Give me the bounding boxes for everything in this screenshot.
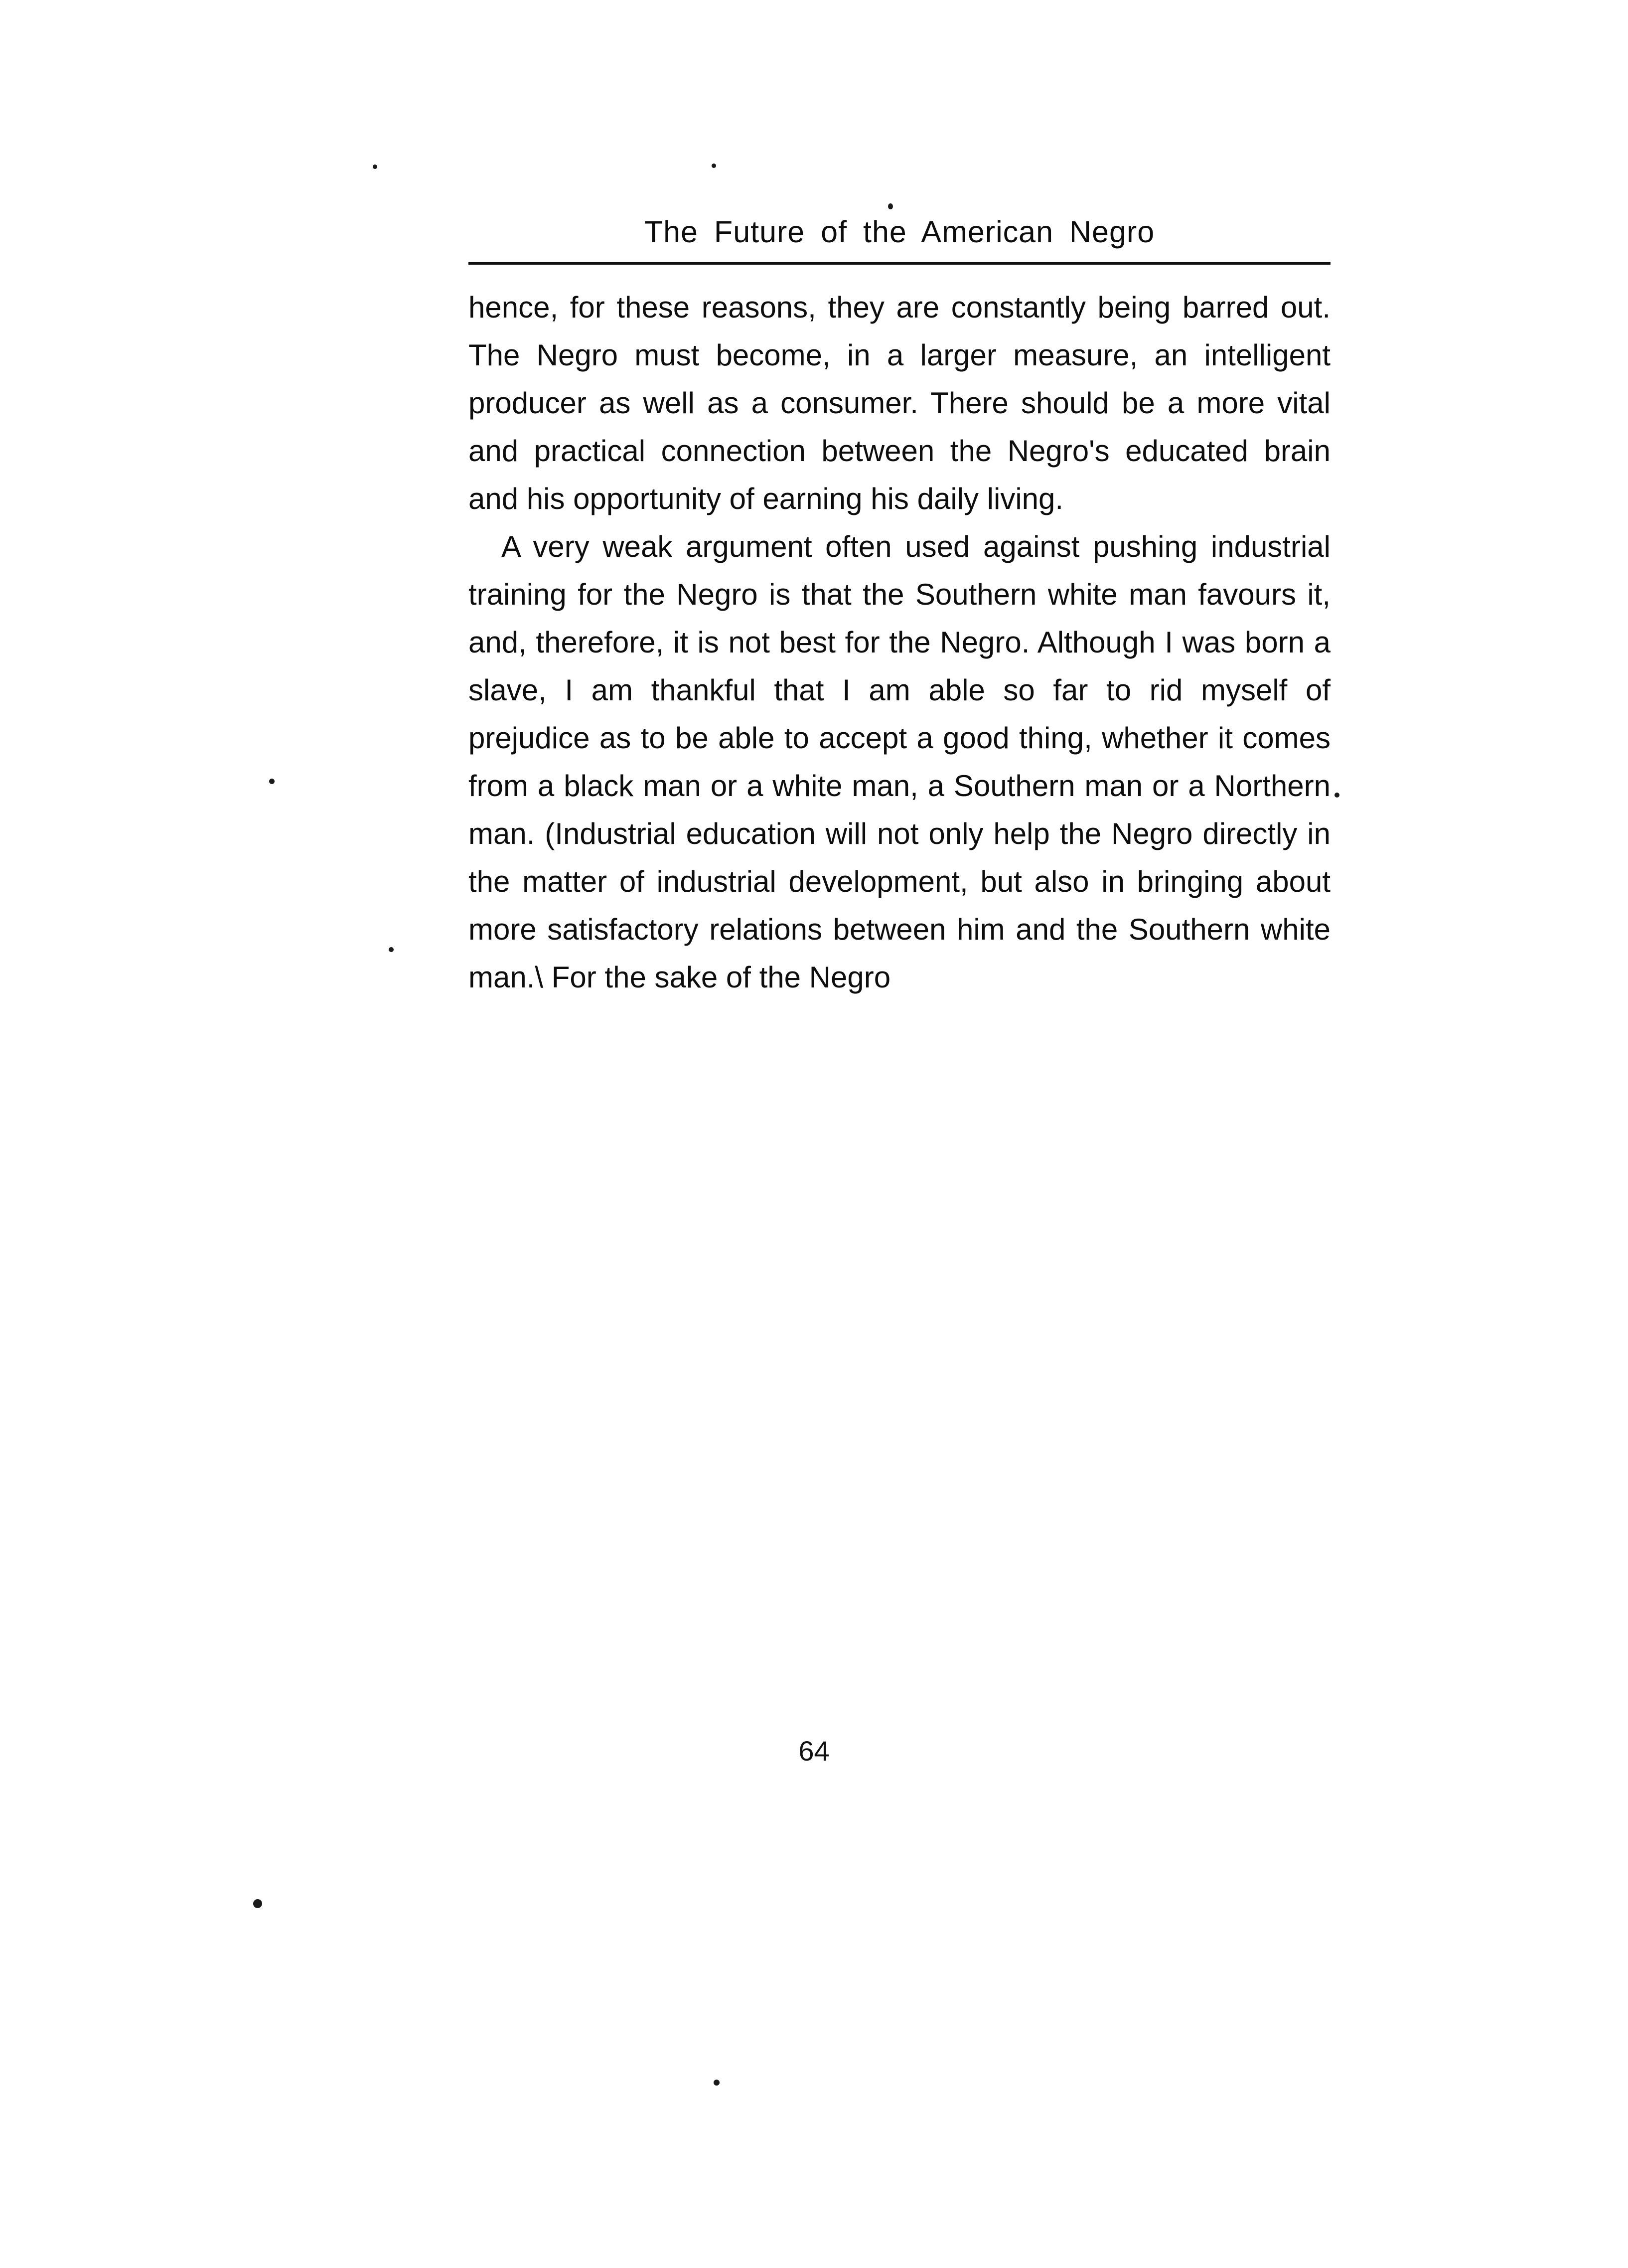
paragraph: A very weak argument often used against pushing industrial training for the Negro is that the Southern white man favours it, and, therefore, it is not best for the Negro. Although I was born a slave, I am thankful that I am able so far to rid myself of prejudice as to be able to accept a good thing, whether it comes from a black man or a white man, a Southern man or a Northern man. (Industrial education will not only help the Negro directly in the matter of industrial development, but also in bringing about more satisfactory relations between him and the Southern white man.\ For the sake of the Negro (468, 530, 1331, 994)
scan-speck (1334, 793, 1339, 798)
running-head: The Future of the American Negro (644, 215, 1155, 249)
paragraph: hence, for these reasons, they are constantly being barred out. The Negro must become, in a larger measure, an intelligent producer as well as a consumer. There should be a more vital and practical connection between the Negro's educated brain and his opportunity of earning his daily living. (468, 291, 1331, 515)
scan-speck (373, 164, 377, 169)
scan-speck (888, 203, 893, 209)
scan-speck (389, 947, 394, 952)
scan-speck (253, 1899, 262, 1908)
scan-speck (714, 2080, 720, 2086)
scan-speck (269, 779, 275, 784)
page-text-block (468, 214, 1331, 1001)
body-copy (468, 284, 1331, 1001)
scan-speck (712, 163, 716, 168)
page-number: 64 (798, 1735, 830, 1767)
header-rule (468, 262, 1331, 265)
